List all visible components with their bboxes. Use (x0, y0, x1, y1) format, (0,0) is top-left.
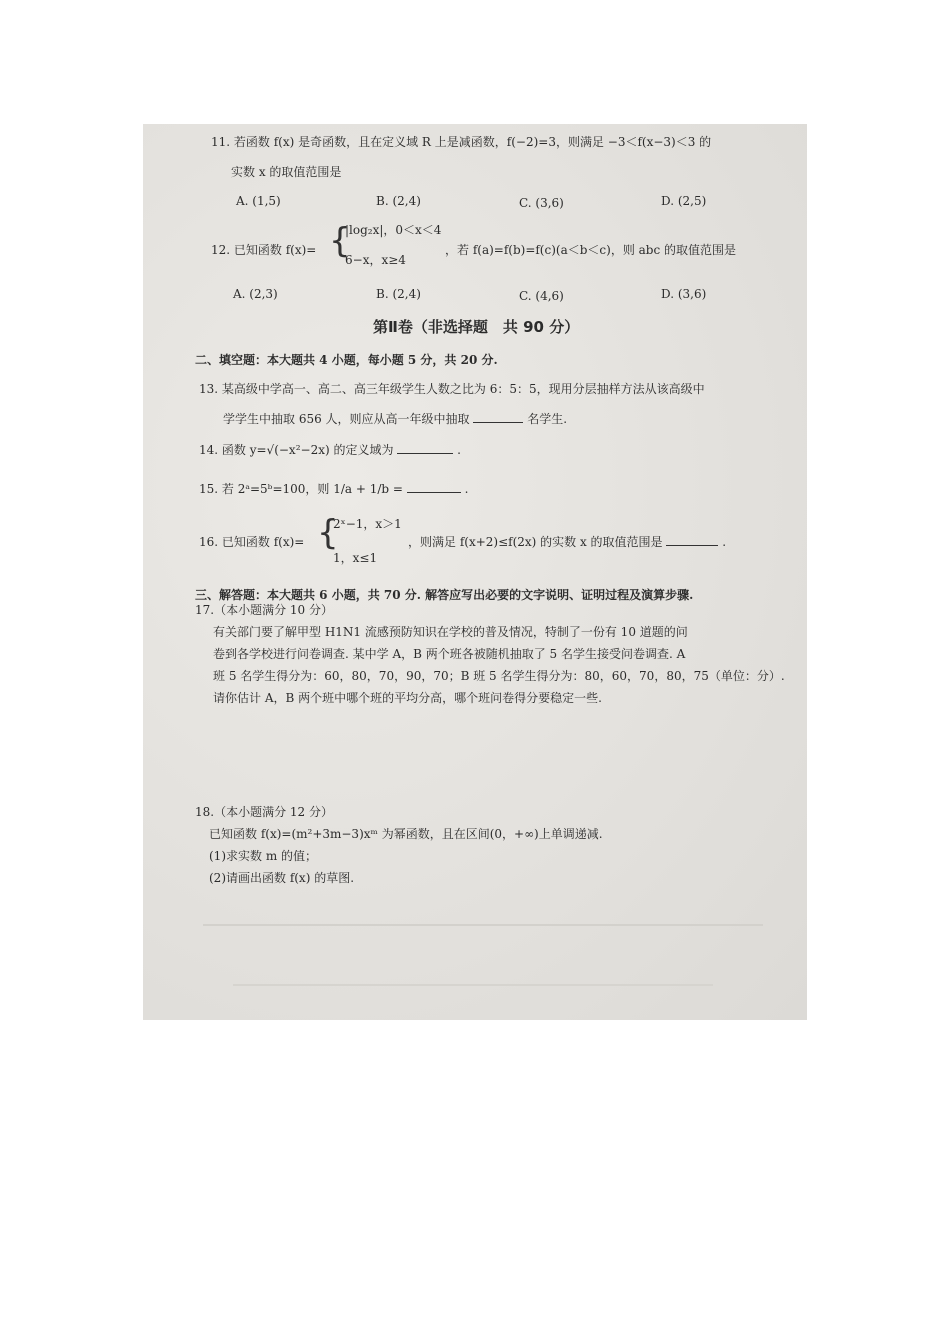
section2-heading: 二、填空题：本大题共 4 小题，每小题 5 分，共 20 分. (195, 353, 498, 367)
q12-option-a: A. (2,3) (233, 287, 278, 301)
q12-option-b: B. (2,4) (376, 287, 421, 301)
section3-heading: 三、解答题：本大题共 6 小题，共 70 分. 解答应写出必要的文字说明、证明过程及演算步骤. (195, 588, 694, 602)
q14-text: 14. 函数 y=√(−x²−2x) 的定义域为 (199, 443, 394, 457)
q12-case2: 6−x，x≥4 (345, 253, 406, 267)
q12-option-d: D. (3,6) (661, 287, 707, 301)
q13-line2-text: 学学生中抽取 656 人，则应从高一年级中抽取 (223, 412, 470, 426)
q11-option-b: B. (2,4) (376, 194, 421, 208)
q16-case1: 2ˣ−1，x＞1 (333, 517, 402, 531)
q13-line2 (223, 411, 567, 427)
q11-option-d: D. (2,5) (661, 194, 707, 208)
q12-prefix: 12. 已知函数 f(x)= (211, 243, 317, 257)
q16-suffix: ，则满足 f(x+2)≤f(2x) 的实数 x 的取值范围是 (408, 535, 663, 549)
q12-brace: { (329, 221, 351, 261)
bleed-line (233, 984, 713, 986)
q11-option-c: C. (3,6) (519, 196, 564, 210)
q17-line2: 卷到各学校进行问卷调查. 某中学 A，B 两个班各被随机抽取了 5 名学生接受问卷调查. A (213, 647, 686, 661)
part2-title: 第Ⅱ卷（非选择题 共 90 分） (373, 318, 580, 336)
q15 (199, 481, 468, 497)
exam-photo (143, 124, 807, 1020)
q16-brace: { (317, 513, 339, 553)
q16-end: . (722, 535, 727, 549)
q13-answer-blank (473, 411, 523, 423)
q18-line3: (2)请画出函数 f(x) 的草图. (209, 871, 355, 885)
q15-end: . (464, 482, 469, 496)
q12-option-c: C. (4,6) (519, 289, 564, 303)
q17-header: 17.（本小题满分 10 分） (195, 603, 333, 617)
q16-answer-blank (666, 534, 718, 546)
q15-text: 15. 若 2ᵃ=5ᵇ=100，则 1/a + 1/b = (199, 482, 403, 496)
q12-suffix: ，若 f(a)=f(b)=f(c)(a＜b＜c)，则 abc 的取值范围是 (445, 243, 737, 257)
q16-tail (408, 534, 726, 550)
q17-line1: 有关部门要了解甲型 H1N1 流感预防知识在学校的普及情况，特制了一份有 10 道题的问 (213, 625, 688, 639)
q16-case2: 1，x≤1 (333, 551, 378, 565)
q18-line1: 已知函数 f(x)=(m²+3m−3)xᵐ 为幂函数，且在区间(0，+∞)上单调递减. (209, 827, 603, 841)
q12-case1: |log₂x|，0＜x＜4 (345, 223, 442, 237)
q18-header: 18.（本小题满分 12 分） (195, 805, 333, 819)
bleed-line (203, 924, 763, 926)
q14-answer-blank (397, 442, 453, 454)
q13-line1: 13. 某高级中学高一、高二、高三年级学生人数之比为 6：5：5，现用分层抽样方法从该高级中 (199, 382, 705, 396)
q11-line1: 11. 若函数 f(x) 是奇函数，且在定义域 R 上是减函数，f(−2)=3，则满足 −3＜f(x−3)＜3 的 (211, 135, 712, 149)
q14 (199, 442, 461, 458)
q11-line2: 实数 x 的取值范围是 (231, 165, 342, 179)
q13-line2-end: 名学生. (527, 412, 568, 426)
q15-answer-blank (407, 481, 461, 493)
q17-line3: 班 5 名学生得分为：60，80，70，90，70；B 班 5 名学生得分为：80，60，70，80，75（单位：分）. (213, 669, 785, 683)
q18-line2: (1)求实数 m 的值； (209, 849, 318, 863)
q14-end: . (457, 443, 461, 457)
q17-line4: 请你估计 A，B 两个班中哪个班的平均分高，哪个班问卷得分要稳定一些. (213, 691, 602, 705)
q11-option-a: A. (1,5) (236, 194, 281, 208)
q16-prefix: 16. 已知函数 f(x)= (199, 535, 305, 549)
